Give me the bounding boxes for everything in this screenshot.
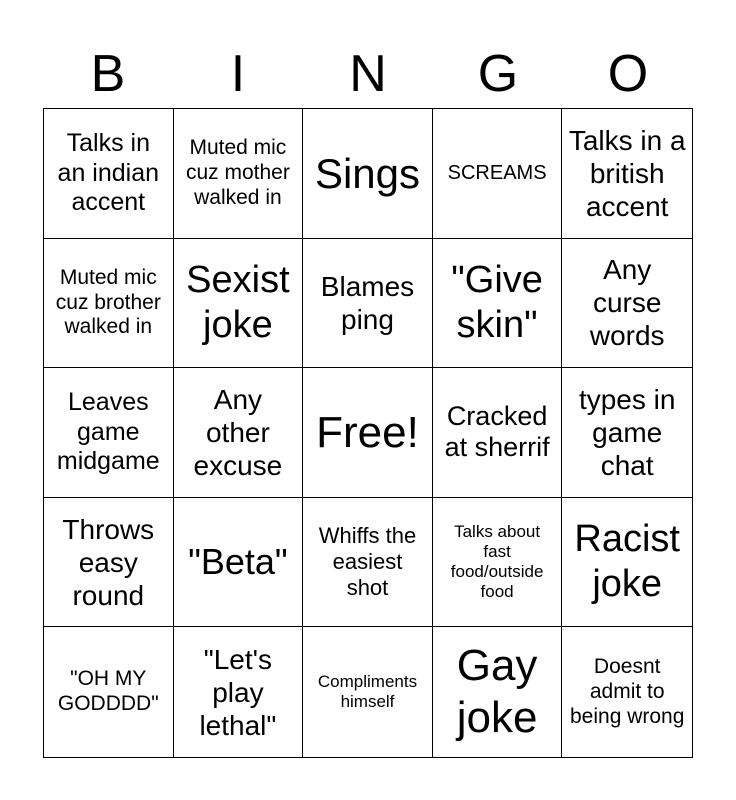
bingo-cell-text: Doesnt admit to being wrong <box>569 655 685 728</box>
bingo-cell[interactable] <box>174 239 304 369</box>
bingo-cell[interactable] <box>562 368 692 498</box>
bingo-cell[interactable] <box>44 239 174 369</box>
bingo-cell-text: Cracked at sherrif <box>444 400 550 463</box>
bingo-board <box>43 108 693 758</box>
bingo-cell-text: Racist joke <box>574 518 680 606</box>
bingo-cell[interactable] <box>44 109 174 239</box>
bingo-cell-text: "OH MY GODDDD" <box>57 667 159 716</box>
bingo-cell-text: Gay joke <box>456 641 538 743</box>
bingo-cell[interactable] <box>303 109 433 239</box>
bingo-cell-text: Sings <box>314 149 421 197</box>
header-letter-n: N <box>349 45 387 103</box>
bingo-cell[interactable] <box>174 498 304 628</box>
bingo-cell-text: Talks in a british accent <box>568 124 686 222</box>
bingo-cell[interactable] <box>433 627 563 757</box>
bingo-cell-text: Whiffs the easiest shot <box>318 523 417 601</box>
header-letter-i: I <box>230 45 246 103</box>
bingo-cell-text: "Let's play lethal" <box>199 643 277 741</box>
bingo-cell-text: Compliments himself <box>317 672 418 712</box>
bingo-cell[interactable] <box>303 239 433 369</box>
bingo-cell-text: Muted mic cuz brother walked in <box>55 265 161 339</box>
bingo-cell-free[interactable] <box>303 368 433 498</box>
bingo-cell[interactable] <box>44 498 174 628</box>
bingo-cell-text: "Give skin" <box>451 259 543 346</box>
free-space-text: Free! <box>316 407 419 457</box>
bingo-cell-text: Blames ping <box>320 270 415 335</box>
bingo-cell[interactable] <box>433 498 563 628</box>
header-letter-o: O <box>607 45 649 103</box>
bingo-cell[interactable] <box>44 627 174 757</box>
bingo-cell-text: Talks in an indian accent <box>57 129 160 217</box>
bingo-cell[interactable] <box>433 109 563 239</box>
bingo-cell-text: types in game chat <box>578 383 676 481</box>
bingo-cell-text: Any other excuse <box>193 383 283 481</box>
header-letter-b: B <box>90 45 126 103</box>
bingo-cell-text: Muted mic cuz mother walked in <box>185 136 290 209</box>
header-letter-g: G <box>477 45 519 103</box>
bingo-cell[interactable] <box>174 109 304 239</box>
bingo-cell-text: Any curse words <box>589 254 665 352</box>
bingo-cell[interactable] <box>562 627 692 757</box>
bingo-cell-text: Talks about fast food/outside food <box>450 522 544 602</box>
bingo-cell[interactable] <box>303 627 433 757</box>
bingo-cell[interactable] <box>44 368 174 498</box>
bingo-cell-text: Leaves game midgame <box>56 388 160 476</box>
bingo-cell-text: "Beta" <box>188 540 288 582</box>
bingo-cell[interactable] <box>433 368 563 498</box>
bingo-cell[interactable] <box>562 109 692 239</box>
bingo-cell-text: Throws easy round <box>62 513 155 611</box>
bingo-cell[interactable] <box>303 498 433 628</box>
bingo-cell[interactable] <box>174 627 304 757</box>
bingo-header <box>43 40 693 108</box>
bingo-cell[interactable] <box>562 498 692 628</box>
bingo-cell[interactable] <box>433 239 563 369</box>
bingo-cell-text: Sexist joke <box>186 259 290 346</box>
bingo-cell[interactable] <box>174 368 304 498</box>
bingo-cell-text: SCREAMS <box>447 161 547 184</box>
bingo-cell[interactable] <box>562 239 692 369</box>
